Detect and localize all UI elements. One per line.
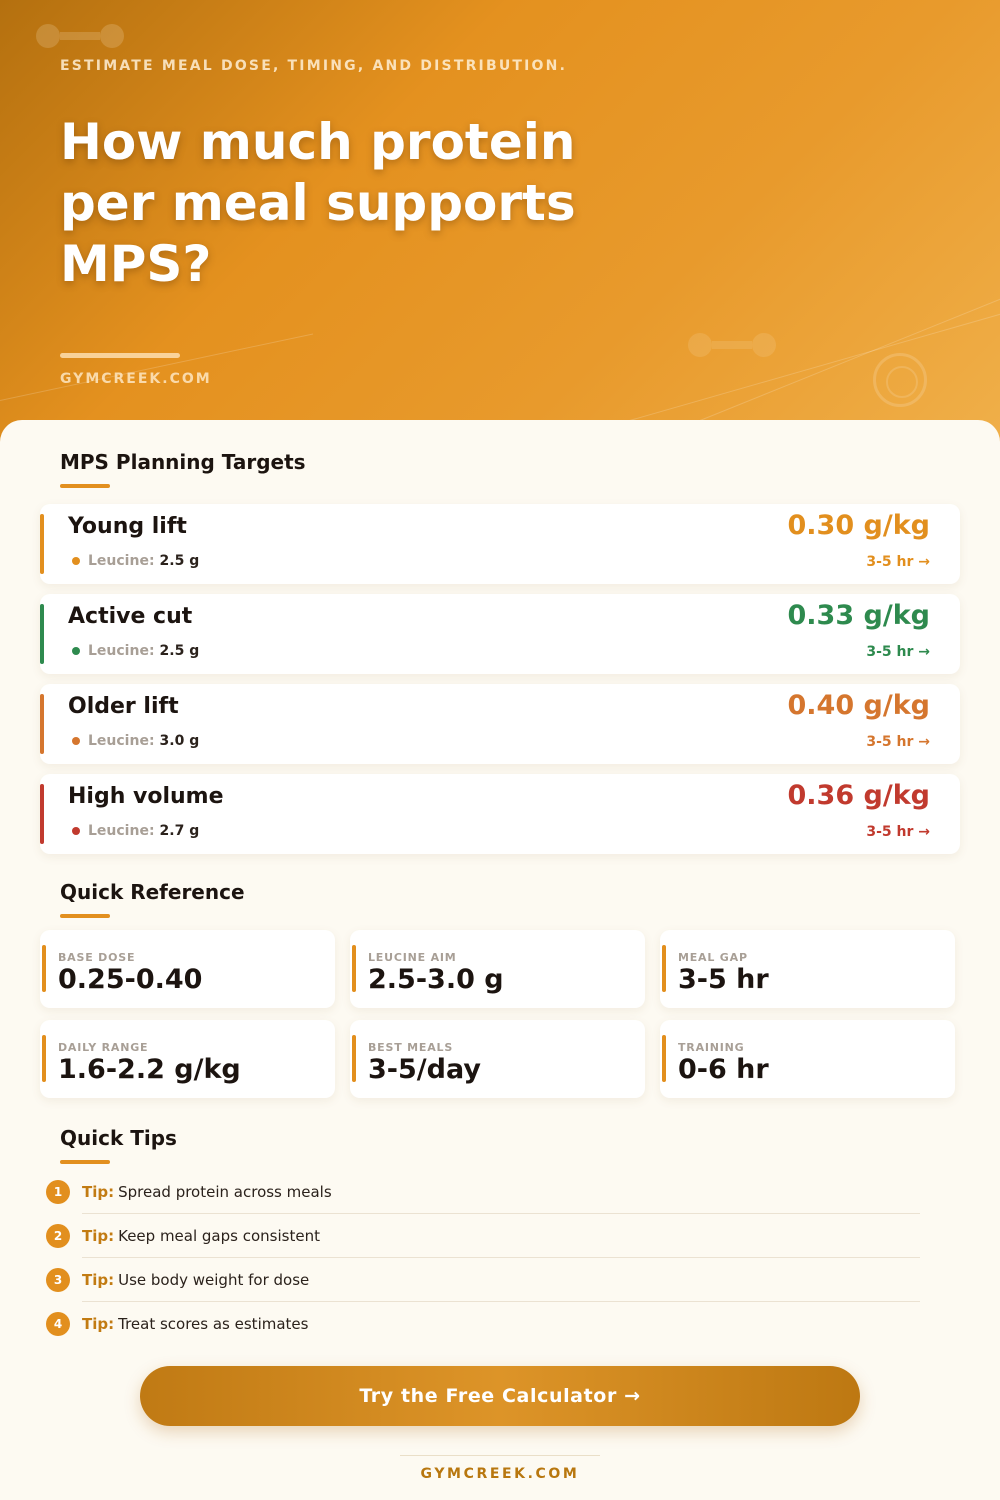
reference-label: LEUCINE AIM [368,951,457,964]
target-dose: 0.36 g/kg [787,780,930,811]
target-dose: 0.33 g/kg [787,600,930,631]
reference-label: BEST MEALS [368,1041,454,1054]
target-name: Active cut [68,604,193,629]
reference-value: 3-5/day [368,1054,481,1085]
bullet-dot-icon [72,827,80,835]
meal-gap-link[interactable]: 3-5 hr → [866,824,930,840]
tip-number-badge: 1 [46,1180,70,1204]
section-title-targets [60,450,306,474]
bullet-dot-icon [72,647,80,655]
page-title: How much protein per meal supports MPS? [60,113,576,293]
tip-text: Spread protein across meals [118,1183,332,1201]
hero-banner [0,0,1000,460]
tip-label: Tip: [82,1183,115,1201]
leucine-meta [72,733,199,749]
card-accent [40,514,44,574]
tip-label: Tip: [82,1227,115,1245]
reference-card-daily-range [40,1020,335,1098]
section-underline [60,1160,110,1164]
tip-text: Use body weight for dose [118,1271,310,1289]
tip-text-row [82,1271,309,1289]
decorative-line [0,333,313,401]
reference-value: 3-5 hr [678,964,769,995]
hero-site-name: GYMCREEK.COM [60,371,212,387]
dumbbell-icon [36,24,124,48]
reference-value: 2.5-3.0 g [368,964,504,995]
reference-label: BASE DOSE [58,951,136,964]
leucine-value: 2.7 g [159,823,200,839]
bullet-dot-icon [72,737,80,745]
hero-eyebrow: ESTIMATE MEAL DOSE, TIMING, AND DISTRIBUTION. [60,58,568,74]
leucine-label: Leucine: [88,733,155,749]
leucine-label: Leucine: [88,643,155,659]
reference-value: 1.6-2.2 g/kg [58,1054,241,1085]
target-ring-icon [873,353,927,407]
divider [82,1213,920,1214]
reference-card-training [660,1020,955,1098]
tip-label: Tip: [82,1271,115,1289]
leucine-label: Leucine: [88,553,155,569]
section-title-reference [60,880,245,904]
section-underline [60,914,110,918]
footer-divider [400,1455,600,1456]
leucine-meta [72,553,199,569]
tip-label: Tip: [82,1315,115,1333]
target-card-high-volume [40,774,960,854]
reference-card-leucine-aim [350,930,645,1008]
tip-item [46,1310,920,1354]
target-card-active-cut [40,594,960,674]
card-accent [40,604,44,664]
reference-card-meal-gap [660,930,955,1008]
leucine-label: Leucine: [88,823,155,839]
tip-number-badge: 2 [46,1224,70,1248]
hero-divider [60,353,180,358]
card-accent [662,1035,666,1082]
reference-card-best-meals [350,1020,645,1098]
dumbbell-icon [688,333,776,357]
meal-gap-link[interactable]: 3-5 hr → [866,554,930,570]
reference-value: 0.25-0.40 [58,964,203,995]
free-calculator-button[interactable]: Try the Free Calculator → [140,1366,860,1426]
card-accent [40,784,44,844]
target-dose: 0.30 g/kg [787,510,930,541]
card-accent [42,945,46,992]
tip-number-badge: 4 [46,1312,70,1336]
target-name: Older lift [68,694,179,719]
tip-text-row [82,1315,308,1333]
leucine-value: 2.5 g [159,643,200,659]
leucine-meta [72,643,199,659]
footer-site-name: GYMCREEK.COM [420,1466,580,1482]
divider [82,1301,920,1302]
divider [82,1257,920,1258]
tip-item [46,1222,920,1266]
card-accent [42,1035,46,1082]
bullet-dot-icon [72,557,80,565]
leucine-value: 3.0 g [159,733,200,749]
tip-item [46,1178,920,1222]
section-underline [60,484,110,488]
card-accent [662,945,666,992]
meal-gap-link[interactable]: 3-5 hr → [866,644,930,660]
card-accent [40,694,44,754]
reference-card-base-dose [40,930,335,1008]
target-card-older-lift [40,684,960,764]
reference-label: MEAL GAP [678,951,748,964]
section-title-text: Quick Tips [60,1126,177,1150]
section-title-text: Quick Reference [60,880,245,904]
tip-text-row [82,1183,332,1201]
target-card-young-lift [40,504,960,584]
card-accent [352,1035,356,1082]
tip-number-badge: 3 [46,1268,70,1292]
section-title-tips [60,1126,177,1150]
tip-text: Treat scores as estimates [118,1315,309,1333]
tip-text: Keep meal gaps consistent [118,1227,320,1245]
target-name: Young lift [68,514,187,539]
tip-item [46,1266,920,1310]
target-dose: 0.40 g/kg [787,690,930,721]
reference-value: 0-6 hr [678,1054,769,1085]
section-title-text: MPS Planning Targets [60,450,306,474]
target-name: High volume [68,784,224,809]
reference-label: DAILY RANGE [58,1041,149,1054]
meal-gap-link[interactable]: 3-5 hr → [866,734,930,750]
reference-label: TRAINING [678,1041,745,1054]
tip-text-row [82,1227,320,1245]
leucine-value: 2.5 g [159,553,200,569]
card-accent [352,945,356,992]
leucine-meta [72,823,199,839]
